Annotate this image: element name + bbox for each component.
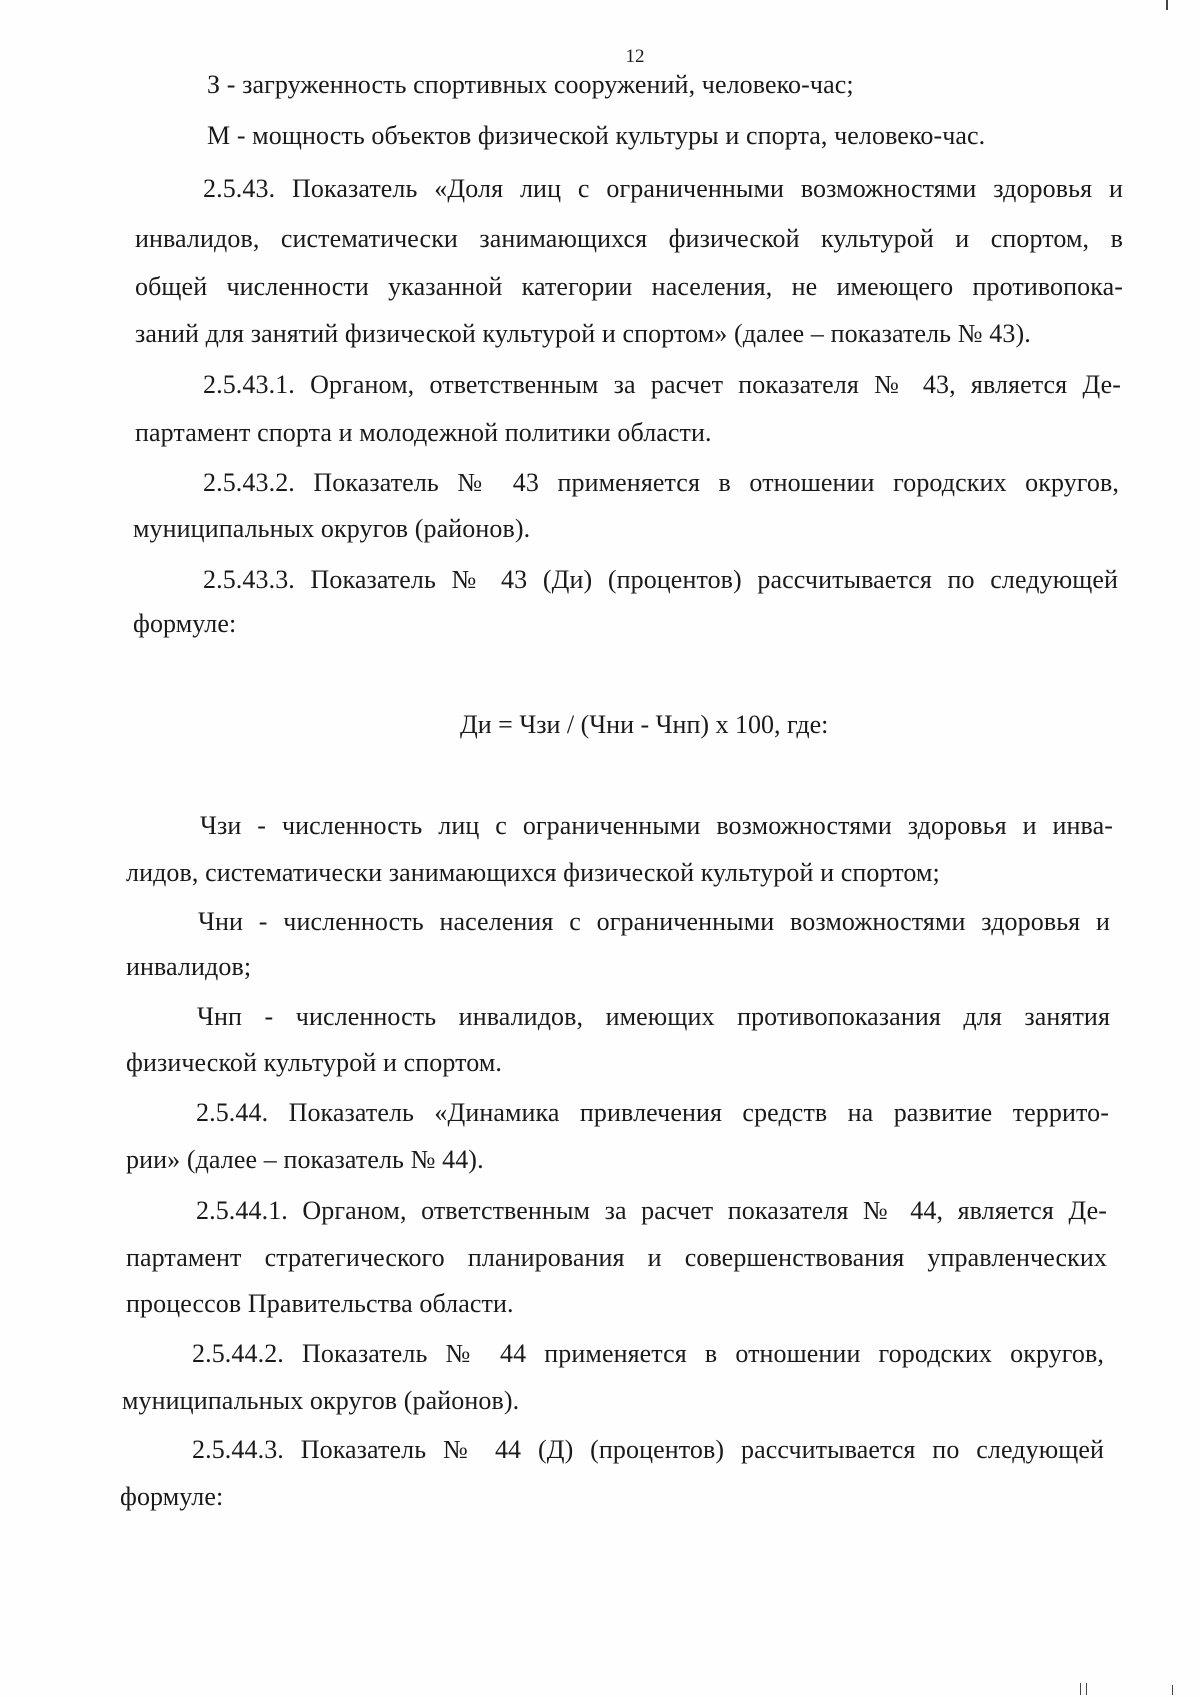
text-line: 2.5.44.3. Показатель № 44 (Д) (процентов) рассчитывается по следующей — [192, 1435, 1104, 1464]
page-number: 12 — [625, 46, 645, 67]
text-line: 2.5.43.2. Показатель № 43 применяется в отношении городских округов, — [203, 468, 1119, 497]
scan-mark — [1080, 1683, 1081, 1695]
text-line: партамент спорта и молодежной политики области. — [135, 418, 712, 447]
scan-mark — [1166, 0, 1168, 10]
text-line: З - загруженность спортивных сооружений, человеко-час; — [207, 70, 854, 99]
text-line: лидов, систематически занимающихся физической культурой и спортом; — [126, 858, 940, 887]
scan-mark — [1086, 1683, 1087, 1695]
text-line: формуле: — [133, 609, 237, 638]
text-line: общей численности указанной категории населения, не имеющего противопока- — [135, 272, 1123, 301]
text-line: Чзи - численность лиц с ограниченными возможностями здоровья и инва- — [200, 811, 1113, 840]
text-line: М - мощность объектов физической культуры и спорта, человеко-час. — [207, 121, 986, 150]
text-line: физической культурой и спортом. — [126, 1048, 502, 1077]
text-line: 2.5.44.1. Органом, ответственным за расчет показателя № 44, является Де- — [196, 1196, 1107, 1225]
text-line: 2.5.43. Показатель «Доля лиц с ограниченными возможностями здоровья и — [203, 174, 1123, 203]
text-line: формуле: — [120, 1482, 224, 1511]
text-line: Чни - численность населения с ограниченными возможностями здоровья и — [198, 907, 1110, 936]
text-line: инвалидов; — [126, 952, 252, 981]
text-line: 2.5.44. Показатель «Динамика привлечения средств на развитие террито- — [196, 1098, 1109, 1127]
text-line: 2.5.43.1. Органом, ответственным за расчет показателя № 43, является Де- — [203, 370, 1121, 399]
text-line: Чнп - численность инвалидов, имеющих противопоказания для занятия — [197, 1002, 1110, 1031]
text-line: 2.5.44.2. Показатель № 44 применяется в отношении городских округов, — [192, 1339, 1104, 1368]
text-line: 2.5.43.3. Показатель № 43 (Ди) (процентов) рассчитывается по следующей — [203, 565, 1118, 594]
text-line: муниципальных округов (районов). — [133, 514, 531, 543]
text-line: инвалидов, систематически занимающихся физической культурой и спортом, в — [135, 224, 1123, 253]
text-line: муниципальных округов (районов). — [122, 1386, 520, 1415]
text-line: заний для занятий физической культурой и спортом» (далее – показатель № 43). — [135, 319, 1031, 348]
text-line: процессов Правительства области. — [126, 1289, 514, 1318]
text-line: партамент стратегического планирования и совершенствования управленческих — [126, 1243, 1107, 1272]
formula-di: Ди = Чзи / (Чни - Чнп) х 100, где: — [460, 710, 829, 739]
text-line: рии» (далее – показатель № 44). — [126, 1145, 484, 1174]
scan-mark — [1172, 1685, 1173, 1695]
